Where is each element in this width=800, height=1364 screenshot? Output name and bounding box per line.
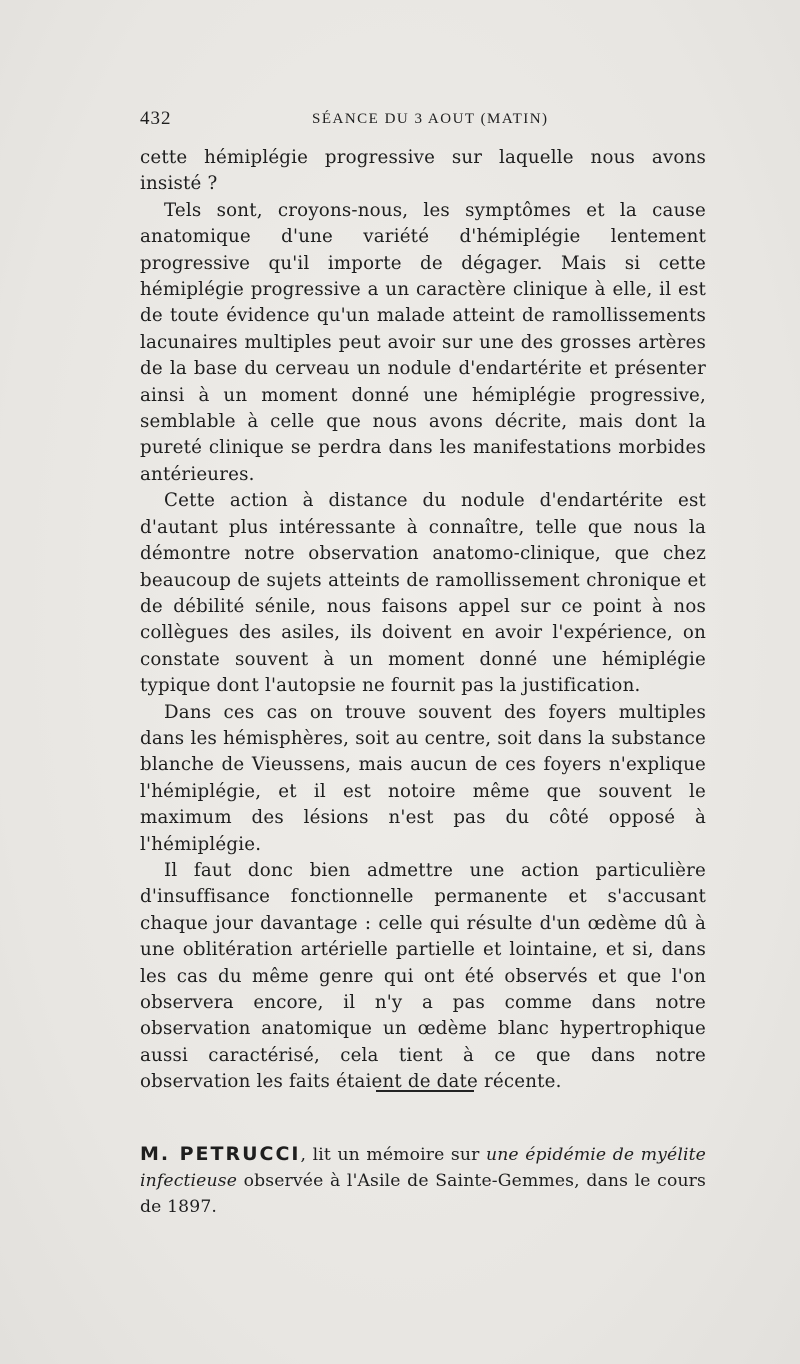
running-head: SÉANCE DU 3 AOUT (MATIN) <box>312 111 549 127</box>
paragraph: Il faut donc bien admettre une action particulière d'insuffisance fonctionnelle permanente et s'accusant chaque jour davantage : celle qui résulte d'un œdème dû à une oblitération artérielle partielle et lointaine, et si, dans les cas du même genre qui ont été observés et que l'on observera encore, il n'y a pas comme dans notre observation anatomique un œdème blanc hypertrophique aussi caractérisé, cela tient à ce que dans notre observation les faits étaient de date récente. <box>140 859 706 1093</box>
body-text <box>140 145 706 1096</box>
paragraph-line: cette hémiplégie progressive sur laquelle nous avons <box>140 147 706 168</box>
paragraph-continuation <box>140 145 706 198</box>
section-divider <box>376 1090 474 1092</box>
memoir-title: une épidémie de myélite infectieuse <box>140 1145 706 1192</box>
author-name: M. PETRUCCI <box>140 1143 301 1166</box>
paragraph: Cette action à distance du nodule d'endartérite est d'autant plus intéressante à connaître, telle que nous la démontre notre observation anatomo-clinique, que chez beaucoup de sujets atteints de ramollissement chronique et de débilité sénile, nous faisons appel sur ce point à nos collègues des asiles, ils doivent en avoir l'expérience, on constate souvent à un moment donné une hémiplégie typique dont l'autopsie ne fournit pas la justification. <box>140 490 706 697</box>
page-number: 432 <box>140 108 172 129</box>
paragraph: Dans ces cas on trouve souvent des foyers multiples dans les hémisphères, soit au centre, soit dans la substance blanche de Vieussens, mais aucun de ces foyers n'explique l'hémiplégie, et il est notoire même que souvent le maximum des lésions n'est pas du côté opposé à l'hémiplégie. <box>140 701 706 855</box>
communication-entry <box>140 1141 706 1220</box>
paragraph-line: insisté ? <box>140 173 218 195</box>
page-header <box>140 108 710 136</box>
communication-verb: , lit un mémoire sur <box>300 1145 486 1166</box>
communication-rest: observée à l'Asile de Sainte-Gemmes, dans le cours de 1897. <box>140 1171 706 1218</box>
paragraph: Tels sont, croyons-nous, les symptômes et la cause anatomique d'une variété d'hémiplégie lentement progressive qu'il importe de dégager. Mais si cette hémiplégie progressive a un caractère clinique à elle, il est de toute évidence qu'un malade atteint de ramollissements lacunaires multiples peut avoir sur une des grosses artères de la base du cerveau un nodule d'endartérite et présenter ainsi à un moment donné une hémiplégie progressive, semblable à celle que nous avons décrite, mais dont la pureté clinique se perdra dans les manifestations morbides antérieures. <box>140 199 706 485</box>
